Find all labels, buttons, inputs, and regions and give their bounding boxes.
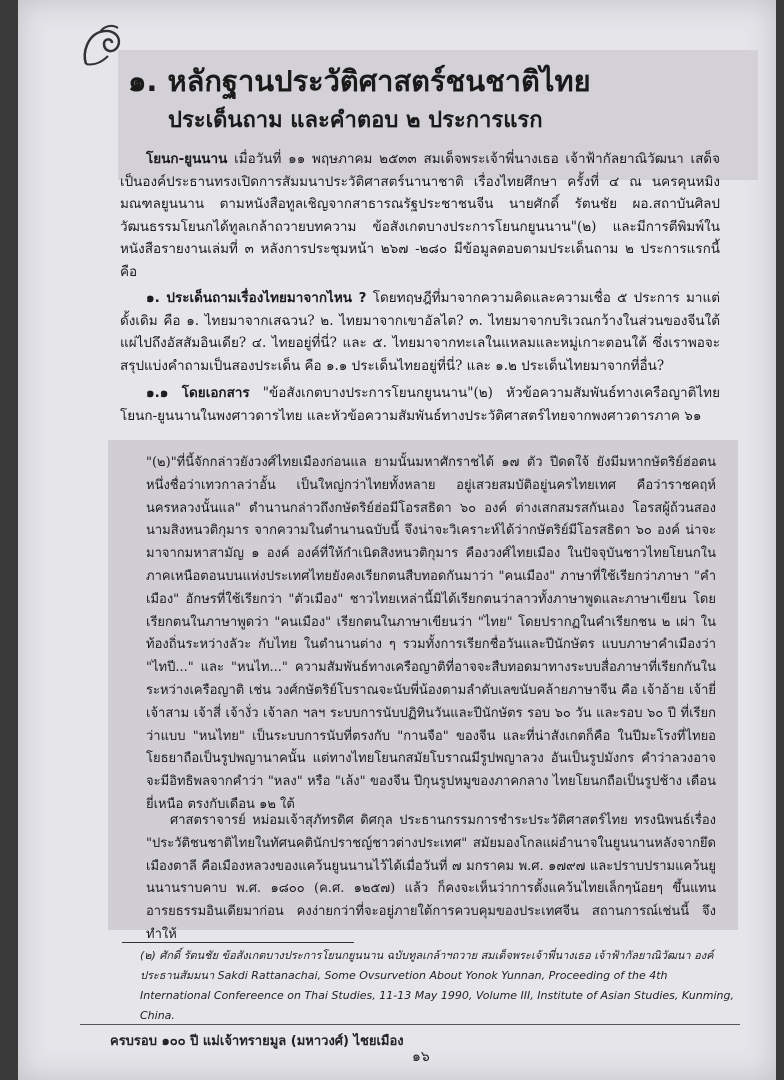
paragraph-documents [120,382,720,427]
paragraph-intro-lead: โยนก-ยูนนาน [146,151,228,167]
paragraph-question-1-text: โดยทฤษฎีที่มาจากความคิดและความเชื่อ ๕ ประการ มาแต่ดั้งเดิม คือ ๑. ไทยมาจากเสฉวน? ๒. ไทยมาจากเขาอัลไต? ๓. ไทยมาจากบริเวณกว้างในส่วนของจีนใต้แผ่ไปถึงอัสสัมอินเดีย? ๔. ไทยอยู่ที่นี่? และ ๕. ไทยมาจากทะเลในแหลมและหมู่เกาะตอนใต้ ซึ่งเราพอจะสรุปแบ่งคำถามเป็นสองประเด็น คือ ๑.๑ ประเด็นไทยอยู่ที่นี่? และ ๑.๒ ประเด็นไทยมาจากที่อื่น? [120,290,720,374]
footnote: (๒) ศักดิ์ รัตนชัย ข้อสังเกตบางประการโยนกยูนนาน ฉบับทูลเกล้าฯถวาย สมเด็จพระเจ้าพี่นางเธอ เจ้าฟ้ากัลยาณิวัฒนา องค์ประธานสัมมนา Sakdi Rattanachai, Some Ovsurvetion About Yonok Yunnan, Proceeding of the 4th International Confereence on Thai Studies, 11-13 May 1990, Volume III, Institute of Asian Studies, Kunming, China. [140,949,734,1022]
footer-title: ครบรอบ ๑๐๐ ปี แม่เจ้าทรายมูล (มหาวงศ์) ไชยเมือง [110,1034,404,1049]
quote-text-2: ศาสตราจารย์ หม่อมเจ้าสุภัทรดิศ ดิศกุล ประธานกรรมการชำระประวัติศาสตร์ไทย ทรงนิพนธ์เรื่อง "ประวัติชนชาติไทยในทัศนคตินักปราชญ์ชาวต่างประเทศ" สมัยมองโกลแผ่อำนาจในยูนนานหลังจากยึดเมืองตาลี คือเมืองหลวงของแคว้นยูนนานไว้ได้เมื่อวันที่ ๗ มกราคม พ.ศ. ๑๗๙๗ และปราบปรามแคว้นยูนนานราบคาบ พ.ศ. ๑๘๐๐ (ค.ศ. ๑๒๕๗) แล้ว ก็คงจะเห็นว่าการตั้งแคว้นไทยเล็กๆน้อยๆ ขึ้นแทนอารยธรรมอินเดียมาก่อน คงง่ายกว่าที่จะอยู่ภายใต้การควบคุมของประเทศจีน สถานการณ์เช่นนี้ จึงทำให้ [146,813,716,942]
footer-divider [80,1024,740,1025]
footnote-rule [122,942,354,943]
quote-text: "(๒)"ที่นี้จักกล่าวยังวงศ์ไทยเมืองก่อนแล ยามนั้นมหาศักราชได้ ๑๗ ตัว ปีดดใจ้ ยังมีมหากษัตริย์ฮ่อตนหนึ่งชื่อว่าเทวกาลว่าอั้น เป็นใหญ่กว่าไทยทั้งหลาย อยู่เสวยสมบัติอยู่นครไทยเทศ คือว่าราชคฤห์นครหลวงนั้นแล" ตำนานกล่าวถึงกษัตริย์ฮ่อมีโอรสธิดา ๖๐ องค์ ต่างเสกสมรสกันเอง โอรสผู้ถ้วนสองนามสิงหนวติกุมาร จากความในตำนานฉบับนี้ จึงน่าจะวิเคราะห์ได้ว่ากษัตริย์มีโอรสธิดา ๖๐ องค์ น่าจะมาจากมหาสามัญ ๑ องค์ องค์ที่ให้กำเนิดสิงหนวติกุมาร คืองวงศ์ไทยเมือง ในปัจจุบันชาวไทยโยนกในภาคเหนือตอนบนแห่งประเทศไทยยังคงเรียกตนสืบทอดกันมาว่า "คนเมือง" ภาษาที่ใช้เรียกว่าภาษา "คำเมือง" อักษรที่ใช้เรียกว่า "ตัวเมือง" ชาวไทยเหล่านี้มิได้เรียกตนว่าลาวทั้งภาษาพูดและภาษาเขียน โดยเรียกตนในภาษาพูดว่า "คนเมือง" เรียกตนในภาษาเขียนว่า "ไทย" โดยปรากฏในคำเรียกชน ๒ เผ่า ในท้องถิ่นระหว่างลัวะ กับไทย ในตำนานต่าง ๆ รวมทั้งการเรียกชื่อวันและปีนักษัตร แบบภาษาคำเมืองว่า "ไทปี..." และ "หนไท..." ความสัมพันธ์ทางเครือญาติที่อาจจะสืบทอดมาทางระบบสื่อภาษาที่เรียกกันในระหว่างเครือญาติ เช่น วงศ์กษัตริย์โบราณจะนับพี่น้องตามลำดับเลขนับคล้ายภาษาจีน คือ เจ้าอ้าย เจ้ายี่ เจ้าสาม เจ้าสี่ เจ้างั่ว เจ้าลก ฯลฯ ระบบการนับปฏิทินวันและปีนักษัตร รอบ ๖๐ วัน และรอบ ๖๐ ปี ที่เรียกว่าแบบ "หนไทย" เป็นระบบการนับที่ตรงกับ "กานจือ" ของจีน และที่น่าสังเกตก็คือ ในปีมะโรงที่ไทยอโยธยาถือเป็นรูปพญานาคนั้น แต่ทางไทยโยนกสมัยโบราณมีรูปพญาลวง อันเป็นรูปมังกร คำว่าลวงอาจจะมีอิทธิพลจากคำว่า "หลง" หรือ "เล้ง" ของจีน ปีกุนรูปหมูของภาคกลาง ไทยโยนกถือเป็นรูปช้าง เดือนยี่เหนือ ตรงกับเดือน ๑๒ ใต้ [146,455,716,812]
paragraph-question-1 [120,287,720,377]
page-subtitle: ประเด็นถาม และคำตอบ ๒ ประการแรก [168,108,543,133]
paragraph-intro [120,148,720,283]
paragraph-intro-text: เมื่อวันที่ ๑๑ พฤษภาคม ๒๕๓๓ สมเด็จพระเจ้าพี่นางเธอ เจ้าฟ้ากัลยาณิวัฒนา เสด็จเป็นองค์ประธานทรงเปิดการสัมมนาประวัติศาสตร์นานาชาติ เรื่องไทยศึกษา ครั้งที่ ๔ ณ นครคุนหมิง มณฑลยูนนาน ตามหนังสือทูลเชิญจากสาธารณรัฐประชาชนจีน นายศักดิ์ รัตนชัย ผอ.สถาบันศิลปวัฒนธรรมโยนกได้ทูลเกล้าถวายบทความ ข้อสังเกตบางประการโยนกยูนนาน"(๒) และมีการตีพิมพ์ในหนังสือรายงานเล่มที่ ๓ หลังการประชุมหน้า ๒๖๗ -๒๘๐ มีข้อมูลตอบตามประเด็นถาม ๒ ประการแรกนี้คือ [120,151,720,280]
page-title: ๑. หลักฐานประวัติศาสตร์ชนชาติไทย [128,64,591,98]
page-number: ๑๖ [412,1049,430,1065]
paragraph-documents-text: "ข้อสังเกตบางประการโยนกยูนนาน"(๒) หัวข้อความสัมพันธ์ทางเครือญาติไทยโยนก-ยูนนานในพงศาวดารไทย และหัวข้อความสัมพันธ์ทางประวัติศาสตร์ไทยจากพงศาวดารภาค ๖๑ [120,385,720,424]
paragraph-documents-lead: ๑.๑ โดยเอกสาร [146,385,250,401]
quote-box [108,440,738,942]
paragraph-question-1-lead: ๑. ประเด็นถามเรื่องไทยมาจากไหน ? [146,290,367,306]
